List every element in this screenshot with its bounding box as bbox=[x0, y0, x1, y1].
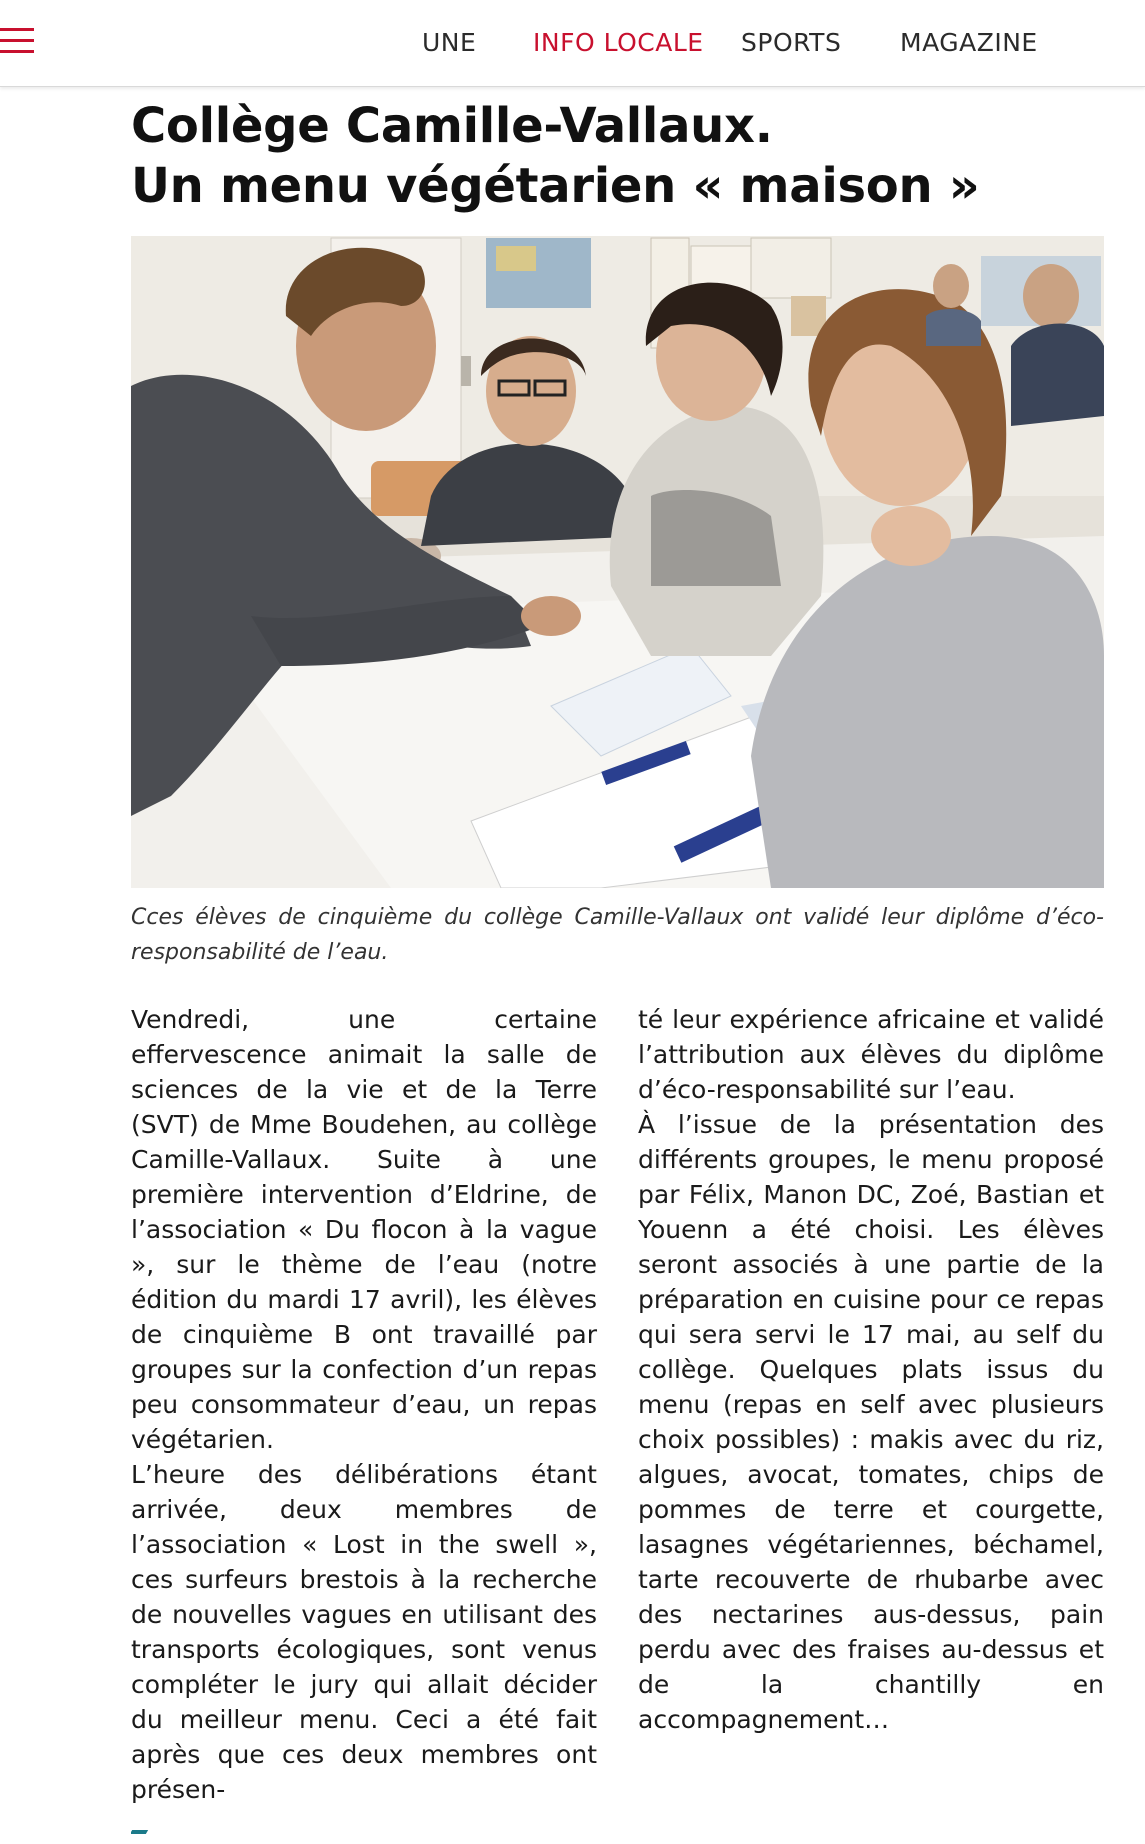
section-nav bbox=[0, 0, 1145, 86]
article-title-line-1: Collège Camille-Vallaux. bbox=[131, 98, 773, 154]
accent-mark-icon bbox=[131, 1830, 148, 1834]
article-column-right bbox=[638, 1002, 1104, 1807]
article-column-left bbox=[131, 1002, 597, 1807]
top-navigation-bar bbox=[0, 0, 1145, 87]
nav-item-une[interactable]: UNE bbox=[422, 28, 477, 57]
article-title bbox=[131, 96, 1104, 216]
article-photo[interactable] bbox=[131, 236, 1104, 888]
article-photo-illustration bbox=[131, 236, 1104, 888]
article-paragraph: Vendredi, une certaine effervescence animait la salle de sciences de la vie et de la Terre (SVT) de Mme Boudehen, au collège Camille-Vallaux. Suite à une première intervention d’Eldrine, de l’association « Du flocon à la vague », sur le thème de l’eau (notre édition du mardi 17 avril), les élèves de cinquième B ont travaillé par groupes sur la confection d’un repas peu consommateur d’eau, un repas végétarien. bbox=[131, 1005, 597, 1454]
article-body bbox=[131, 1002, 1104, 1807]
article-paragraph: À l’issue de la présentation des différents groupes, le menu proposé par Félix, Manon DC, Zoé, Bastian et Youenn a été choisi. Les élèves seront associés à une partie de la préparation en cuisine pour ce repas qui sera servi le 17 mai, au self du collège. Quelques plats issus du menu (repas en self avec plusieurs choix possibles) : makis avec du riz, algues, avocat, tomates, chips de pommes de terre et courgette, lasagnes végétariennes, béchamel, tarte recouverte de rhubarbe avec des nectarines aus-dessus, pain perdu avec des fraises au-dessus et de la chantilly en accompagnement… bbox=[638, 1110, 1104, 1734]
article-title-line-2: Un menu végétarien « maison » bbox=[131, 158, 980, 214]
nav-item-sports[interactable]: SPORTS bbox=[741, 28, 842, 57]
nav-item-info-locale[interactable]: INFO LOCALE bbox=[533, 28, 704, 57]
article bbox=[131, 96, 1104, 1804]
next-section-heading-cutoff bbox=[131, 1824, 161, 1844]
nav-item-magazine[interactable]: MAGAZINE bbox=[900, 28, 1038, 57]
article-paragraph: L’heure des délibérations étant arrivée, deux membres de l’association « Lost in the swell », ces surfeurs brestois à la recherche de nouvelles vagues en utilisant des transports écologiques, sont venus compléter le jury qui allait décider du meilleur menu. Ceci a été fait après que ces deux membres ont présen- bbox=[131, 1460, 597, 1804]
article-paragraph: té leur expérience africaine et validé l’attribution aux élèves du diplôme d’éco-responsabilité sur l’eau. bbox=[638, 1005, 1104, 1104]
photo-caption: Cces élèves de cinquième du collège Camille-Vallaux ont validé leur diplôme d’éco-responsabilité de l’eau. bbox=[131, 905, 1104, 965]
